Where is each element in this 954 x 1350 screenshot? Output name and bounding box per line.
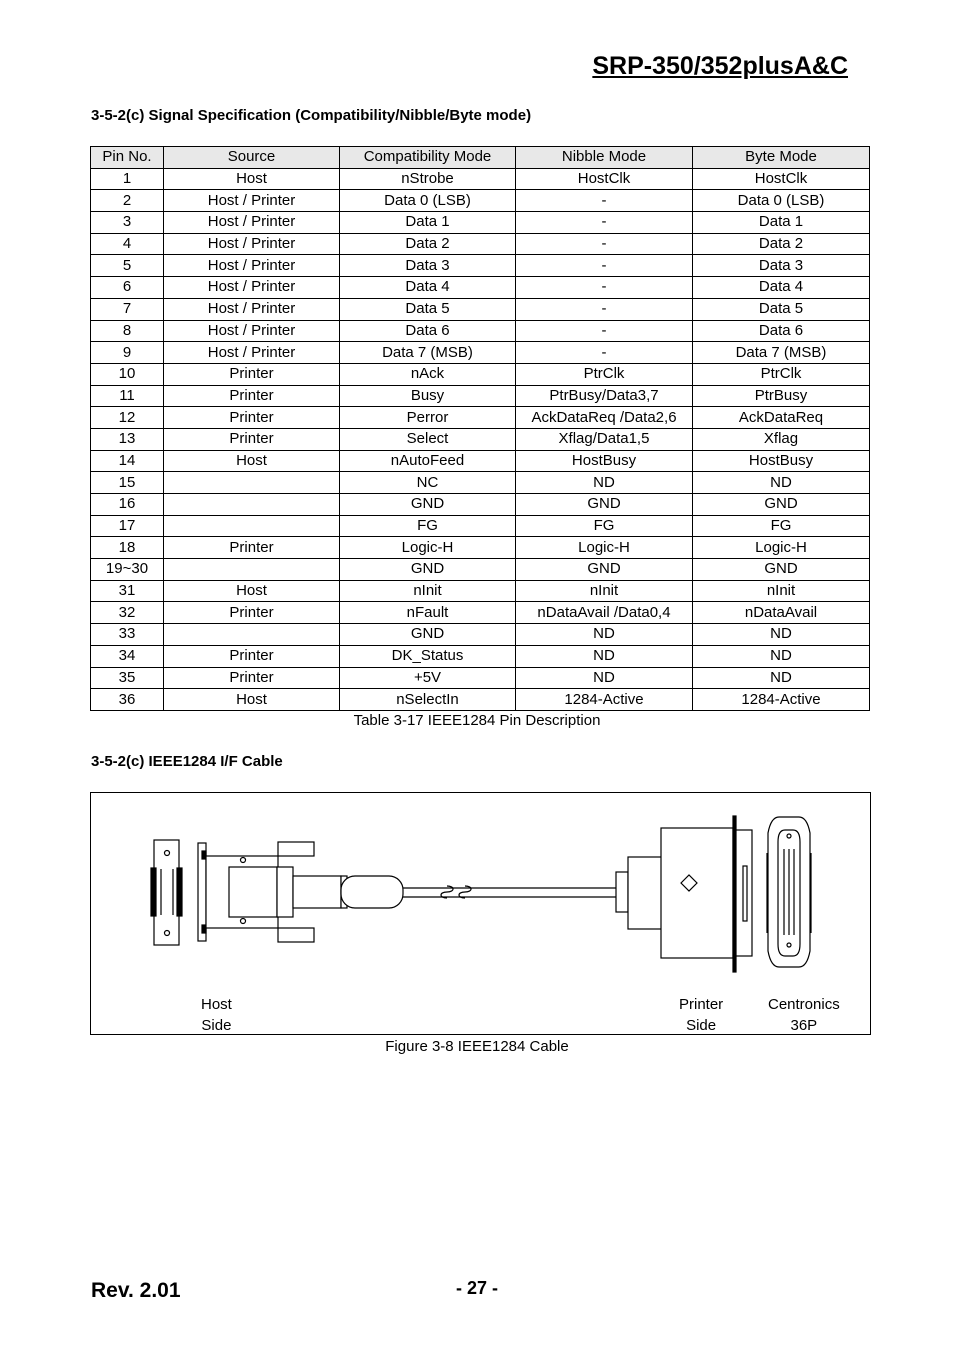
table-cell: 34 — [91, 645, 164, 667]
table-cell: 8 — [91, 320, 164, 342]
table-cell: nStrobe — [340, 168, 516, 190]
table-cell: Printer — [164, 645, 340, 667]
table-cell: PtrClk — [516, 363, 693, 385]
table-cell: ND — [516, 645, 693, 667]
table-cell: Host / Printer — [164, 320, 340, 342]
table-row — [91, 667, 870, 689]
column-header: Source — [164, 147, 340, 169]
table-cell: - — [516, 190, 693, 212]
table-row — [91, 689, 870, 711]
table-cell: ND — [693, 472, 870, 494]
table-row — [91, 342, 870, 364]
table-row — [91, 212, 870, 234]
table-cell: AckDataReq /Data2,6 — [516, 407, 693, 429]
table-cell: 11 — [91, 385, 164, 407]
table-cell: Host — [164, 450, 340, 472]
table-row — [91, 363, 870, 385]
table-cell: Printer — [164, 537, 340, 559]
table-cell: Data 0 (LSB) — [340, 190, 516, 212]
table-cell: nDataAvail — [693, 602, 870, 624]
document-title: SRP-350/352plusA&C — [592, 52, 848, 80]
table-cell: 2 — [91, 190, 164, 212]
table-cell: 35 — [91, 667, 164, 689]
host-label-line1: Host — [201, 996, 232, 1013]
table-cell: GND — [340, 624, 516, 646]
table-row — [91, 233, 870, 255]
table-cell: Data 7 (MSB) — [340, 342, 516, 364]
table-cell: nAck — [340, 363, 516, 385]
table-cell: Busy — [340, 385, 516, 407]
table-cell: - — [516, 277, 693, 299]
table-cell: Data 3 — [340, 255, 516, 277]
table-cell: PtrClk — [693, 363, 870, 385]
table-cell: FG — [693, 515, 870, 537]
table-row — [91, 168, 870, 190]
table-row — [91, 190, 870, 212]
table-cell: Printer — [164, 602, 340, 624]
table-cell: ND — [693, 667, 870, 689]
table-cell: Data 0 (LSB) — [693, 190, 870, 212]
table-cell: Data 2 — [693, 233, 870, 255]
table-cell: Logic-H — [693, 537, 870, 559]
table-row — [91, 624, 870, 646]
table-cell: Data 1 — [693, 212, 870, 234]
table-cell: Logic-H — [516, 537, 693, 559]
table-caption: Table 3-17 IEEE1284 Pin Description — [353, 712, 601, 729]
printer-label-line2: Side — [686, 1017, 717, 1034]
table-cell: HostClk — [693, 168, 870, 190]
pin-description-table — [90, 146, 870, 711]
table-cell: Host / Printer — [164, 298, 340, 320]
column-header: Compatibility Mode — [340, 147, 516, 169]
table-cell: 1 — [91, 168, 164, 190]
table-cell: Xflag/Data1,5 — [516, 428, 693, 450]
table-cell: 33 — [91, 624, 164, 646]
table-row — [91, 580, 870, 602]
table-cell: AckDataReq — [693, 407, 870, 429]
column-header: Nibble Mode — [516, 147, 693, 169]
table-cell: ND — [516, 624, 693, 646]
table-cell — [164, 515, 340, 537]
table-row — [91, 298, 870, 320]
table-row — [91, 385, 870, 407]
table-cell: DK_Status — [340, 645, 516, 667]
table-cell: nSelectIn — [340, 689, 516, 711]
section-heading-cable: 3-5-2(c) IEEE1284 I/F Cable — [91, 753, 283, 770]
table-cell: 4 — [91, 233, 164, 255]
centronics-label-line2: 36P — [790, 1017, 818, 1034]
table-cell: - — [516, 298, 693, 320]
cable-figure — [90, 792, 871, 1035]
table-cell: Data 3 — [693, 255, 870, 277]
table-cell: Data 6 — [693, 320, 870, 342]
table-cell: 1284-Active — [693, 689, 870, 711]
table-cell: nFault — [340, 602, 516, 624]
table-row — [91, 537, 870, 559]
table-cell: PtrBusy — [693, 385, 870, 407]
table-cell: GND — [516, 559, 693, 581]
table-row — [91, 602, 870, 624]
host-side-label — [201, 994, 232, 1036]
table-cell: 3 — [91, 212, 164, 234]
table-cell: nInit — [340, 580, 516, 602]
table-row — [91, 277, 870, 299]
table-cell: 15 — [91, 472, 164, 494]
table-cell — [164, 494, 340, 516]
centronics-label — [768, 994, 840, 1036]
table-cell: HostClk — [516, 168, 693, 190]
table-row — [91, 320, 870, 342]
table-cell: 6 — [91, 277, 164, 299]
printer-label-line1: Printer — [679, 996, 724, 1013]
table-cell: 5 — [91, 255, 164, 277]
table-cell: - — [516, 233, 693, 255]
table-cell: Xflag — [693, 428, 870, 450]
table-cell — [164, 624, 340, 646]
table-cell: 18 — [91, 537, 164, 559]
table-cell: - — [516, 255, 693, 277]
table-cell: GND — [340, 494, 516, 516]
table-cell: 31 — [91, 580, 164, 602]
centronics-label-line1: Centronics — [768, 996, 840, 1013]
table-cell: 19~30 — [91, 559, 164, 581]
table-row — [91, 472, 870, 494]
table-cell: Host / Printer — [164, 277, 340, 299]
table-cell: Host / Printer — [164, 255, 340, 277]
host-label-line2: Side — [201, 1017, 232, 1034]
table-cell: Data 5 — [693, 298, 870, 320]
table-cell: GND — [516, 494, 693, 516]
printer-side-label — [679, 994, 723, 1036]
table-row — [91, 450, 870, 472]
table-cell: Host / Printer — [164, 342, 340, 364]
table-cell: 7 — [91, 298, 164, 320]
table-cell: 9 — [91, 342, 164, 364]
table-cell: Data 4 — [340, 277, 516, 299]
table-cell: Host — [164, 689, 340, 711]
table-row — [91, 645, 870, 667]
table-cell: 14 — [91, 450, 164, 472]
table-cell: FG — [516, 515, 693, 537]
table-cell: Data 6 — [340, 320, 516, 342]
column-header: Pin No. — [91, 147, 164, 169]
table-row — [91, 515, 870, 537]
table-cell: FG — [340, 515, 516, 537]
table-cell: nInit — [516, 580, 693, 602]
table-cell: Host — [164, 168, 340, 190]
table-cell: PtrBusy/Data3,7 — [516, 385, 693, 407]
table-cell: ND — [693, 645, 870, 667]
table-cell: Host / Printer — [164, 190, 340, 212]
table-cell: 16 — [91, 494, 164, 516]
table-cell: Data 4 — [693, 277, 870, 299]
table-cell: ND — [693, 624, 870, 646]
table-cell: Host / Printer — [164, 233, 340, 255]
table-cell: ND — [516, 472, 693, 494]
table-cell: HostBusy — [693, 450, 870, 472]
table-cell: Data 1 — [340, 212, 516, 234]
table-cell: Printer — [164, 363, 340, 385]
table-cell: GND — [693, 559, 870, 581]
table-cell: Printer — [164, 407, 340, 429]
table-row — [91, 428, 870, 450]
table-cell: 12 — [91, 407, 164, 429]
table-cell: 36 — [91, 689, 164, 711]
table-cell: 13 — [91, 428, 164, 450]
table-cell: - — [516, 212, 693, 234]
table-cell: ND — [516, 667, 693, 689]
table-cell: Perror — [340, 407, 516, 429]
table-cell: nAutoFeed — [340, 450, 516, 472]
table-cell: +5V — [340, 667, 516, 689]
table-header-row — [91, 147, 870, 169]
table-cell: Printer — [164, 667, 340, 689]
table-row — [91, 407, 870, 429]
table-cell: Printer — [164, 385, 340, 407]
table-cell: nInit — [693, 580, 870, 602]
column-header: Byte Mode — [693, 147, 870, 169]
figure-caption: Figure 3-8 IEEE1284 Cable — [385, 1038, 569, 1055]
table-cell: 32 — [91, 602, 164, 624]
table-cell: GND — [340, 559, 516, 581]
table-cell — [164, 559, 340, 581]
table-row — [91, 559, 870, 581]
table-cell: Host / Printer — [164, 212, 340, 234]
table-cell: GND — [693, 494, 870, 516]
table-cell: Host — [164, 580, 340, 602]
table-cell: Printer — [164, 428, 340, 450]
table-cell: nDataAvail /Data0,4 — [516, 602, 693, 624]
table-cell: 10 — [91, 363, 164, 385]
table-cell: Data 2 — [340, 233, 516, 255]
table-cell: Data 5 — [340, 298, 516, 320]
table-cell: - — [516, 320, 693, 342]
table-cell: Select — [340, 428, 516, 450]
section-heading-signal-spec: 3-5-2(c) Signal Specification (Compatibility/Nibble/Byte mode) — [91, 107, 532, 124]
page-number: - 27 - — [455, 1278, 498, 1298]
table-row — [91, 494, 870, 516]
table-cell: - — [516, 342, 693, 364]
table-cell: Logic-H — [340, 537, 516, 559]
revision-label: Rev. 2.01 — [91, 1279, 181, 1302]
table-cell: HostBusy — [516, 450, 693, 472]
table-cell: Data 7 (MSB) — [693, 342, 870, 364]
table-cell: 1284-Active — [516, 689, 693, 711]
table-cell: 17 — [91, 515, 164, 537]
table-cell: NC — [340, 472, 516, 494]
table-row — [91, 255, 870, 277]
table-cell — [164, 472, 340, 494]
